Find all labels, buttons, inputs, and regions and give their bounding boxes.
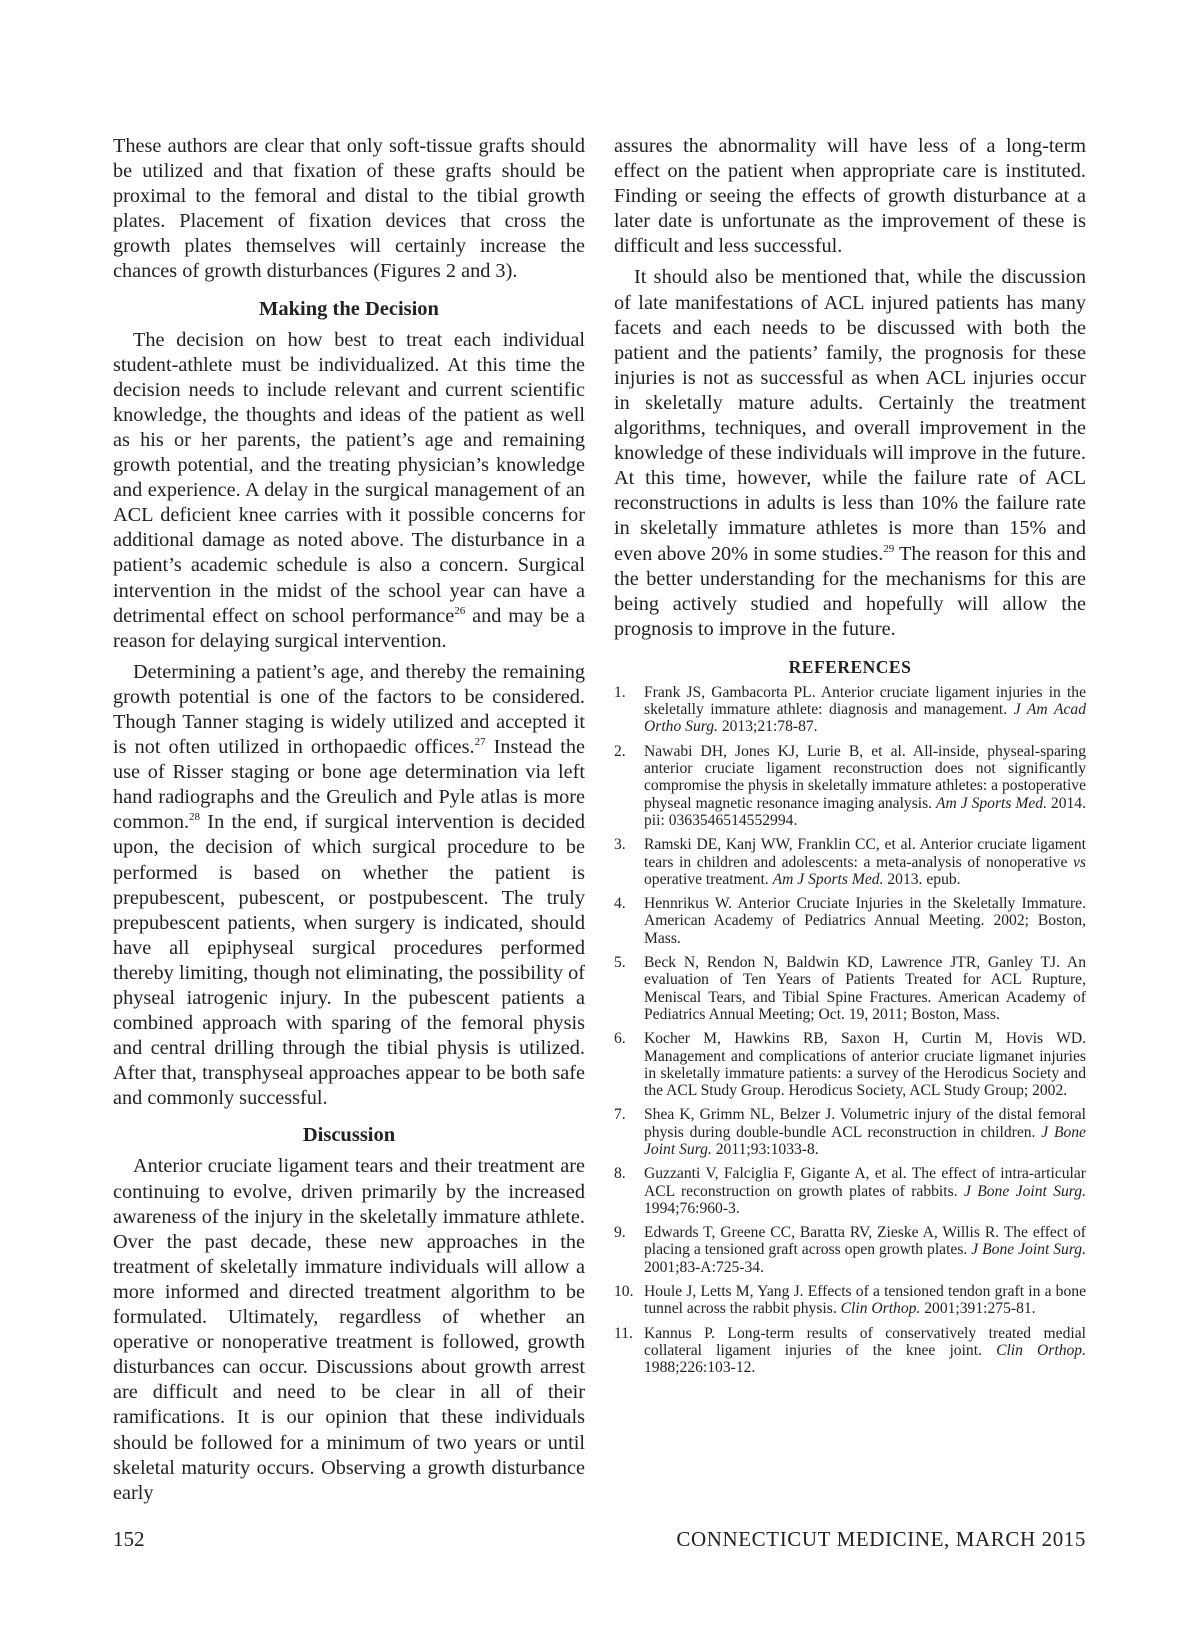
reference-text: Ramski DE, Kanj WW, Franklin CC, et al. Anterior cruciate ligament tears in children and adolescents: a meta-analysis of nonoperative [644,836,1086,871]
reference-citation: 2011;93:1033-8. [711,1141,819,1158]
reference-item [614,836,1086,888]
reference-text: Hennrikus W. Anterior Cruciate Injuries in the Skeletally Immature. American Academy of Pediatrics Annual Meeting. 2002; Boston, Mass. [644,895,1086,947]
reference-citation: 1988;226:103-12. [644,1359,756,1377]
reference-text: Guzzanti V, Falciglia F, Gigante A, et al. The effect of intra-articular ACL reconstruction on growth plates of rabbits. [644,1165,1086,1200]
discussion-paragraph: Anterior cruciate ligament tears and their treatment are continuing to evolve, driven primarily by the increased awareness of the injury in the skeletally immature athlete. Over the past decade, these new approaches in the treatment of skeletally immature individuals will allow a more informed and directed treatment algorithm to be formulated. Ultimately, regardless of whether an operative or nonoperative treatment is followed, growth disturbances can occur. Discussions about growth arrest are difficult and need to be clear in all of their ramifications. It is our opinion that these individuals should be followed for a minimum of two years or until skeletal maturity occurs. Observing a growth disturbance early [113,1155,585,1504]
reference-journal: Am J Sports Med. [772,870,884,888]
reference-number: 8. [614,1165,626,1183]
reference-citation: 1994;76:960-3. [644,1199,740,1217]
citation-27: 27 [474,736,486,749]
reference-citation: 2001;83-A:725-34. [644,1258,764,1276]
prognosis-paragraph: It should also be mentioned that, while the discussion of late manifestations of ACL injured patients has many facets and each needs to be discussed with both the patient and the patients’ family, the prognosis for these injuries is not as successful as when ACL injuries occur in skeletally mature adults. Certainly the treatment algorithms, techniques, and overall improvement in the knowledge of these individuals will improve in the future. At this time, however, while the failure rate of ACL reconstructions in adults is less than 10% the failure rate in skeletally immature athletes is more than 15% and even above 20% in some studies.$^{29}$ The reason for this and the better understanding for the mechanisms for this are being actively studied and hopefully will allow the prognosis to improve in the future. [614,266,1087,640]
reference-citation: 2013. epub. [883,870,961,888]
citation-28: 28 [189,811,201,824]
citation-29: 29 [883,542,895,555]
reference-item [614,954,1086,1023]
reference-text: Nawabi DH, Jones KJ, Lurie B, et al. All-inside, physeal-sparing anterior cruciate ligament reconstruction does not significantly compromise the physis in skeletally immature athletes: a postoperative physeal magnetic resonance imaging analysis. [644,742,1086,812]
reference-citation: 2013;21:78-87. [717,718,818,736]
reference-journal: Clin Orthop. [996,1341,1086,1359]
reference-item [614,684,1086,736]
reference-text: Kannus P. Long-term results of conservatively treated medial collateral ligament injuries of the knee joint. [644,1324,1086,1359]
reference-text: Frank JS, Gambacorta PL. Anterior cruciate ligament injuries in the skeletally immature athlete: diagnosis and management. [644,683,1086,719]
heading-discussion: Discussion [302,1124,396,1147]
reference-number: 7. [614,1106,626,1124]
intro-paragraph: These authors are clear that only soft-tissue grafts should be utilized and that fixation of these grafts should be proximal to the femoral and distal to the tibial growth plates. Placement of fixation devices that cross the growth plates themselves will certainly increase the chances of growth disturbances (Figures 2 and 3). [113,135,585,283]
references-heading: REFERENCES [788,656,912,677]
decision-paragraph-2: Determining a patient’s age, and thereby the remaining growth potential is one of the factors to be considered. Though Tanner staging is widely utilized and accepted it is not often utilized in orthopaedic offices.$^{27}$ Instead the use of Risser staging or bone age determination via left hand radiographs and the Greulich and Pyle atlas is more common.$^{28}$ In the end, if surgical intervention is decided upon, the decision of which surgical procedure to be performed is based on whether the patient is prepubescent, pubescent, or postpubescent. The truly prepubescent patients, when surgery is indicated, should have all epiphyseal surgical procedures performed thereby limiting, though not eliminating, the possibility of physeal iatrogenic injury. In the pubescent patients a combined approach with sparing of the femoral physis and central drilling through the tibial physis is utilized. After that, transphyseal approaches appear to be both safe and commonly successful. [113,660,585,1110]
reference-item [614,1030,1086,1099]
reference-item [614,1325,1086,1377]
page-number: 152 [113,1527,145,1551]
reference-number: 6. [614,1030,626,1048]
reference-journal: J Bone Joint Surg. [644,1123,1086,1158]
reference-citation: 2001;391:275-81. [920,1300,1036,1318]
reference-item [614,743,1086,829]
reference-item [614,1165,1086,1217]
reference-number: 9. [614,1224,626,1242]
right-column [614,134,1086,1384]
reference-journal: J Bone Joint Surg. [963,1182,1086,1200]
reference-journal: vs [1073,853,1086,871]
reference-journal: Am J Sports Med. [936,794,1047,812]
reference-text: Houle J, Letts M, Yang J. Effects of a tensioned tendon graft in a bone tunnel across the rabbit physis. [644,1283,1086,1318]
reference-number: 2. [614,742,626,760]
reference-text: Shea K, Grimm NL, Belzer J. Volumetric injury of the distal femoral physis during double-bundle ACL reconstruction in children. [644,1106,1086,1141]
heading-making-decision: Making the Decision [259,297,439,320]
reference-citation: operative treatment. [644,870,773,888]
decision-paragraph-1: The decision on how best to treat each individual student-athlete must be individualized. At this time the decision needs to include relevant and current scientific knowledge, the thoughts and ideas of the patient as well as his or her parents, the patient’s age and remaining growth potential, and the treating physician’s knowledge and experience. A delay in the surgical management of an ACL deficient knee carries with it possible concerns for additional damage as noted above. The disturbance in a patient’s academic schedule is also a concern. Surgical intervention in the midst of the school year can have a detrimental effect on school performance$^{26}$ and may be a reason for delaying surgical intervention. [113,328,585,652]
reference-item [614,1106,1086,1158]
journal-footer: CONNECTICUT MEDICINE, MARCH 2015 [676,1527,1086,1551]
reference-item [614,1224,1086,1276]
reference-journal: J Am Acad Ortho Surg. [644,701,1086,736]
reference-number: 1. [614,683,626,701]
reference-number: 3. [614,836,626,854]
reference-number: 10. [614,1283,634,1301]
continued-paragraph: assures the abnormality will have less of a long-term effect on the patient when appropriate care is instituted. Finding or seeing the effects of growth disturbance at a later date is unfortunate as the improvement of these is difficult and less successful. [614,135,1086,258]
reference-text: Edwards T, Greene CC, Baratta RV, Zieske A, Willis R. The effect of placing a tensioned graft across open growth plates. [644,1224,1086,1259]
reference-number: 5. [614,954,626,972]
reference-journal: J Bone Joint Surg. [971,1241,1087,1259]
reference-number: 11. [614,1324,633,1342]
reference-text: Kocher M, Hawkins RB, Saxon H, Curtin M, Hovis WD. Management and complications of anterior cruciate ligmanet injuries in skeletally immature patients: a survey of the Herodicus Society and the ACL Study Group. Herodicus Society, ACL Study Group; 2002. [644,1030,1086,1100]
reference-number: 4. [614,895,626,913]
citation-26: 26 [454,604,466,617]
reference-item [614,895,1086,947]
left-column [113,134,585,1506]
reference-text: Beck N, Rendon N, Baldwin KD, Lawrence JTR, Ganley TJ. An evaluation of Ten Years of Patients Treated for ACL Rupture, Meniscal Tears, and Tibial Spine Fractures. American Academy of Pediatrics Annual Meeting; Oct. 19, 2011; Boston, Mass. [644,954,1086,1023]
references-list [614,684,1086,1377]
reference-citation: 2014. pii: 0363546514552994. [644,794,1086,829]
reference-journal: Clin Orthop. [840,1300,921,1318]
reference-item [614,1283,1086,1318]
